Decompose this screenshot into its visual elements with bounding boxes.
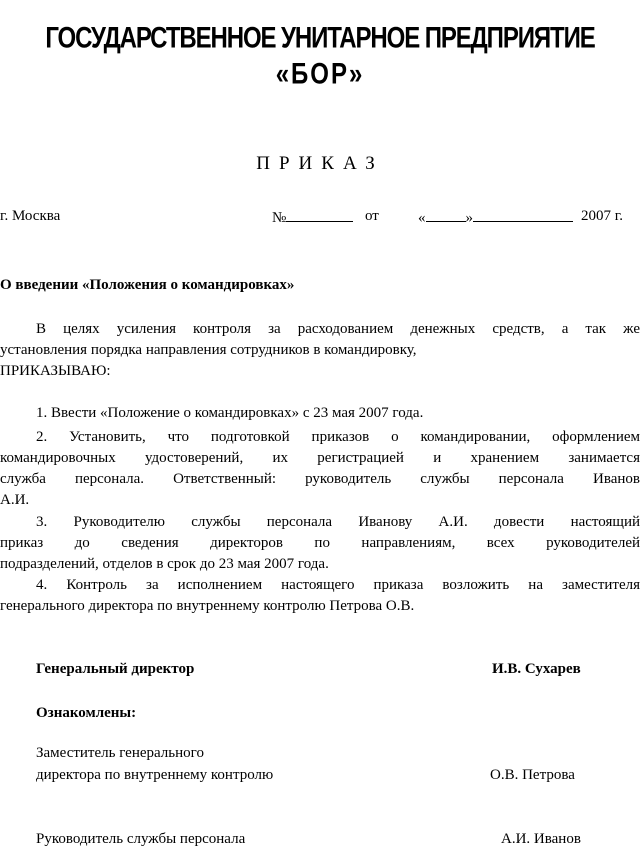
item-4-line-2: генерального директора по внутреннему контролю Петрова О.В.: [0, 598, 415, 614]
order-subject: О введении «Положения о командировках»: [0, 277, 295, 293]
date-field: [418, 208, 573, 227]
intro-line-1: В целях усиления контроля за расходованием денежных средств, а так же: [36, 321, 640, 337]
item-2-line-3: служба персонала. Ответственный: руководитель службы персонала Иванов: [0, 471, 640, 487]
deputy-title-line-2: директора по внутреннему контролю: [36, 767, 274, 783]
item-2-line-1: 2. Установить, что подготовкой приказов о командировании, оформлением: [36, 429, 640, 445]
item-2-line-2: командировочных удостоверений, их регистрацией и хранением занимается: [0, 450, 640, 466]
item-4-line-1: 4. Контроль за исполнением настоящего приказа возложить на заместителя: [36, 577, 640, 593]
hr-title: Руководитель службы персонала: [36, 831, 246, 847]
order-keyword: ПРИКАЗЫВАЮ:: [0, 363, 111, 379]
document-title: ПРИКАЗ: [256, 153, 384, 174]
hr-name: А.И. Иванов: [501, 831, 581, 847]
item-3-line-2: приказ до сведения директоров по направлениям, всех руководителей: [0, 535, 640, 551]
order-number-field: [272, 208, 353, 227]
from-label: от: [365, 208, 379, 224]
deputy-name: О.В. Петрова: [490, 767, 575, 783]
number-blank: [286, 208, 353, 222]
city: г. Москва: [0, 208, 61, 224]
item-3-line-1: 3. Руководителю службы персонала Иванову А.И. довести настоящий: [36, 514, 640, 530]
intro-line-2: установления порядка направления сотрудников в командировку,: [0, 342, 417, 358]
deputy-title-line-1: Заместитель генерального: [36, 745, 204, 761]
organization-short-name: «БОР»: [275, 58, 365, 91]
number-label: №: [272, 210, 287, 226]
acquainted-label: Ознакомлены:: [36, 705, 137, 721]
open-quote: «: [418, 210, 426, 226]
day-blank: [426, 208, 466, 222]
item-2-line-4: А.И.: [0, 492, 30, 508]
director-title: Генеральный директор: [36, 661, 195, 677]
organization-name: ГОСУДАРСТВЕННОЕ УНИТАРНОЕ ПРЕДПРИЯТИЕ: [45, 22, 595, 55]
item-1: 1. Ввести «Положение о командировках» с 23 мая 2007 года.: [36, 405, 424, 421]
month-blank: [473, 208, 573, 222]
date-year: 2007 г.: [581, 208, 623, 224]
director-name: И.В. Сухарев: [492, 661, 581, 677]
item-3-line-3: подразделений, отделов в срок до 23 мая 2007 года.: [0, 556, 329, 572]
close-quote: »: [465, 210, 473, 226]
